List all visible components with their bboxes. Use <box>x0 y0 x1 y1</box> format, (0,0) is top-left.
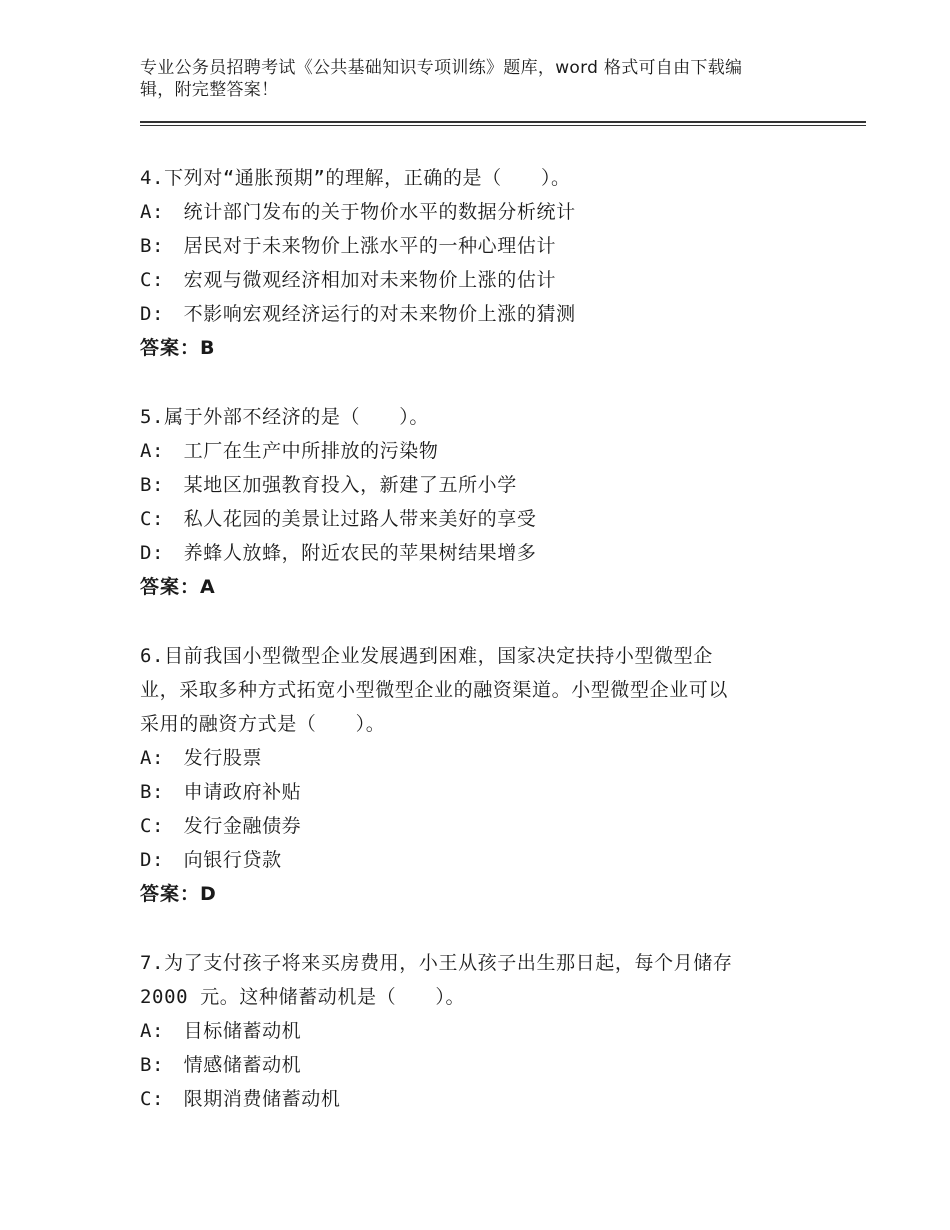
question-stem-line-3: 采用的融资方式是（ ）。 <box>140 713 386 735</box>
question-stem-line-2: 业，采取多种方式拓宽小型微型企业的融资渠道。小型微型企业可以 <box>140 679 729 701</box>
question-7 <box>140 946 800 1116</box>
option-a: A: 目标储蓄动机 <box>140 1020 302 1042</box>
option-a: A: 工厂在生产中所排放的污染物 <box>140 440 439 462</box>
question-6 <box>140 639 800 911</box>
document-header <box>140 57 800 101</box>
question-stem-line-1: 6.目前我国小型微型企业发展遇到困难，国家决定扶持小型微型企 <box>140 645 713 667</box>
header-line-2: 辑，附完整答案！ <box>140 80 279 100</box>
option-c: C: 私人花园的美景让过路人带来美好的享受 <box>140 508 537 530</box>
question-5 <box>140 400 800 604</box>
question-4 <box>140 161 800 365</box>
option-c: C: 发行金融债券 <box>140 815 302 837</box>
option-d: D: 不影响宏观经济运行的对未来物价上涨的猜测 <box>140 303 576 325</box>
header-rule-bottom <box>140 125 866 126</box>
header-line-1: 专业公务员招聘考试《公共基础知识专项训练》题库，word 格式可自由下载编 <box>140 58 743 78</box>
question-stem: 5.属于外部不经济的是（ ）。 <box>140 406 429 428</box>
option-c: C: 限期消费储蓄动机 <box>140 1088 341 1110</box>
option-c: C: 宏观与微观经济相加对未来物价上涨的估计 <box>140 269 557 291</box>
header-rule-top <box>140 121 866 123</box>
question-stem-line-1: 7.为了支付孩子将来买房费用，小王从孩子出生那日起，每个月储存 <box>140 952 733 974</box>
option-d: D: 向银行贷款 <box>140 849 282 871</box>
option-d: D: 养蜂人放蜂，附近农民的苹果树结果增多 <box>140 542 537 564</box>
option-a: A: 发行股票 <box>140 747 263 769</box>
answer-label: 答案：A <box>140 576 216 598</box>
question-stem: 4.下列对“通胀预期”的理解，正确的是（ ）。 <box>140 167 571 189</box>
question-stem-line-2: 2000 元。这种储蓄动机是（ ）。 <box>140 986 466 1008</box>
option-b: B: 申请政府补贴 <box>140 781 302 803</box>
option-b: B: 情感储蓄动机 <box>140 1054 302 1076</box>
answer-label: 答案：D <box>140 883 217 905</box>
option-b: B: 某地区加强教育投入，新建了五所小学 <box>140 474 517 496</box>
answer-label: 答案：B <box>140 337 216 359</box>
option-b: B: 居民对于未来物价上涨水平的一种心理估计 <box>140 235 557 257</box>
option-a: A: 统计部门发布的关于物价水平的数据分析统计 <box>140 201 576 223</box>
